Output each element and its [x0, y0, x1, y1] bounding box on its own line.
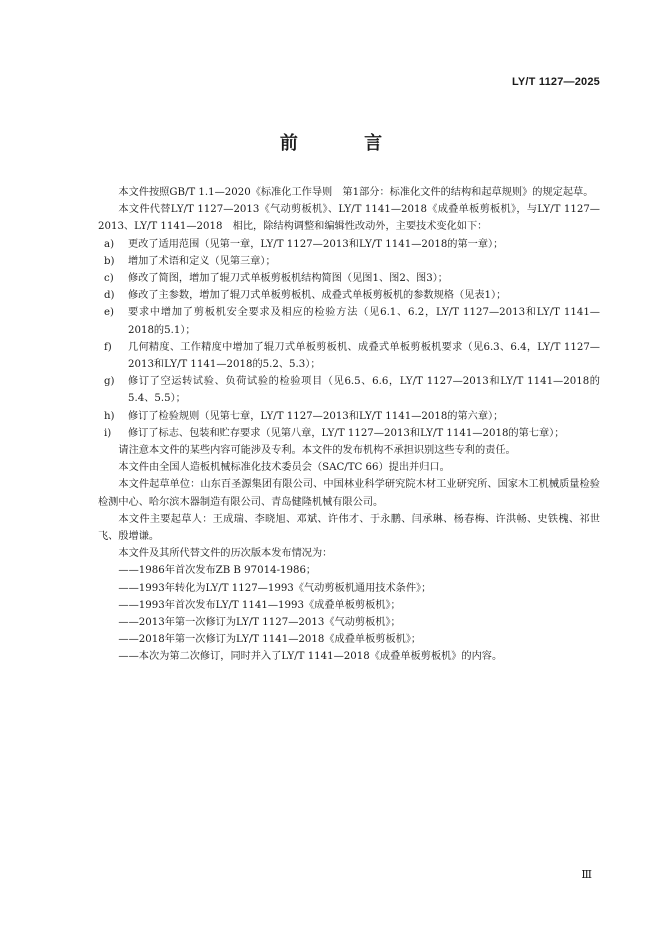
list-item-text: 修订了检验规则（见第七章，LY/T 1127—2013和LY/T 1141—2018的第六章）；	[128, 410, 504, 422]
version-history-list	[98, 562, 600, 665]
list-item-text: 增加了术语和定义（见第三章）；	[128, 255, 276, 267]
history-item: ——本次为第二次修订，同时并入了LY/T 1141—2018《成叠单板剪板机》的内容。	[118, 651, 503, 663]
list-item-label: h)	[104, 410, 115, 422]
list-item-label: d)	[104, 290, 115, 302]
page-number: Ⅲ	[581, 869, 592, 881]
list-item-label: a)	[104, 238, 115, 250]
list-item-text: 修订了标志、包装和贮存要求（见第八章，LY/T 1127—2013和LY/T 1141—2018的第七章）；	[128, 427, 565, 439]
standard-code: LY/T 1127—2025	[511, 76, 600, 88]
page-title: 前 言	[279, 133, 413, 154]
list-item-text: 修改了主参数，增加了辊刀式单板剪板机、成叠式单板剪板机的参数规格（见表1）；	[128, 290, 507, 302]
history-item: ——2013年第一次修订为LY/T 1127—2013《气动剪板机》；	[118, 617, 401, 629]
intro-paragraph: 本文件按照GB/T 1.1—2020《标准化工作导则 第1部分：标准化文件的结构和起草规则》的规定起草。	[118, 187, 594, 198]
list-item	[98, 236, 600, 253]
list-item-label: e)	[104, 307, 115, 319]
history-item: ——1993年首次发布LY/T 1141—1993《成叠单板剪板机》；	[118, 599, 401, 611]
history-item: ——1986年首次发布ZB B 97014-1986；	[118, 565, 317, 577]
list-item-text: 更改了适用范围（见第一章，LY/T 1127—2013和LY/T 1141—2018的第一章）；	[128, 238, 504, 250]
change-list	[98, 236, 600, 442]
list-item	[98, 270, 600, 287]
list-item-label: f)	[104, 341, 112, 353]
list-item	[98, 373, 600, 407]
history-item: ——2018年第一次修订为LY/T 1141—2018《成叠单板剪板机》；	[118, 634, 422, 646]
list-item-label: b)	[104, 255, 115, 267]
list-item-text: 几何精度、工作精度中增加了辊刀式单板剪板机、成叠式单板剪板机要求（见6.3、6.4，LY/T 1127—2013和LY/T 1141—2018的5.2、5.3）；	[128, 341, 600, 371]
foreword-body	[98, 184, 600, 666]
proposer-paragraph: 本文件由全国人造板机械标准化技术委员会（SAC/TC 66）提出并归口。	[118, 462, 450, 474]
drafters-paragraph: 本文件主要起草人：王成瑞、李晓旭、邓斌、许伟才、于永鹏、闫承琳、杨春梅、许洪畅、史铁槐、祁世飞、殷增谦。	[98, 513, 600, 543]
list-item	[98, 253, 600, 270]
list-item-text: 修改了简图，增加了辊刀式单板剪板机结构简图（见图1、图2、图3）；	[128, 273, 448, 285]
list-item	[98, 408, 600, 425]
drafting-units-paragraph: 本文件起草单位：山东百圣源集团有限公司、中国林业科学研究院木材工业研究所、国家木工机械质量检验检测中心、哈尔滨木器制造有限公司、青岛健隆机械有限公司。	[98, 479, 600, 508]
list-item	[98, 287, 600, 304]
list-item-label: i)	[104, 427, 112, 439]
list-item-label: c)	[104, 273, 114, 285]
history-item: ——1993年转化为LY/T 1127—1993《气动剪板机通用技术条件》；	[118, 582, 432, 594]
list-item-text: 要求中增加了剪板机安全要求及相应的检验方法（见6.1、6.2，LY/T 1127—2013和LY/T 1141—2018的5.1）；	[128, 307, 600, 336]
list-item	[98, 339, 600, 373]
list-item-label: g)	[104, 376, 115, 388]
list-item-text: 修订了空运转试验、负荷试验的检验项目（见6.5、6.6，LY/T 1127—2013和LY/T 1141—2018的5.4、5.5）；	[128, 376, 600, 405]
patent-notice: 请注意本文件的某些内容可能涉及专利。本文件的发布机构不承担识别这些专利的责任。	[118, 445, 516, 457]
replacement-paragraph: 本文件代替LY/T 1127—2013《气动剪板机》、LY/T 1141—2018《成叠单板剪板机》，与LY/T 1127—2013、LY/T 1141—2018 相比，除结构调整和编辑性改动外，主要技术变化如下：	[98, 204, 600, 233]
list-item	[98, 304, 600, 338]
history-intro-paragraph: 本文件及其所代替文件的历次版本发布情况为：	[118, 548, 333, 560]
list-item	[98, 425, 600, 442]
